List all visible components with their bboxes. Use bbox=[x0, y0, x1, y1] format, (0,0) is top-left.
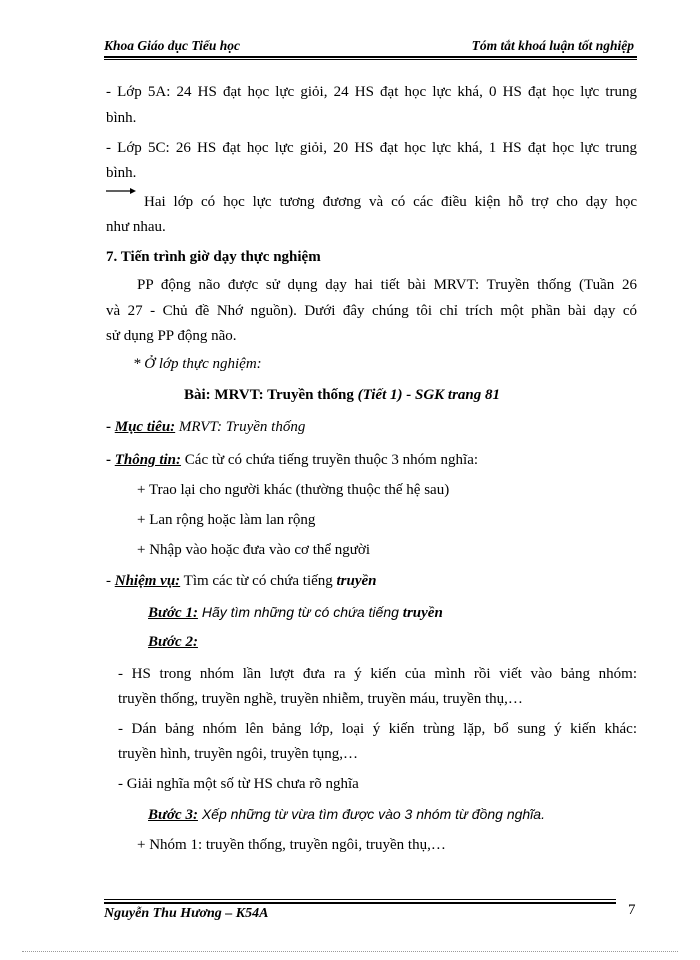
conclusion-line-2: như nhau. bbox=[106, 219, 166, 235]
information-label: Thông tin: bbox=[114, 452, 182, 468]
step-2-line-1: - HS trong nhóm lần lượt đưa ra ý kiến của mình rồi viết vào bảng nhóm: bbox=[118, 666, 637, 682]
meaning-group-item-1: + Trao lại cho người khác (thường thuộc thế hệ sau) bbox=[137, 482, 450, 498]
method-line-3: sử dụng PP động não. bbox=[106, 328, 237, 344]
step-3-label: Bước 3: bbox=[148, 807, 198, 823]
header-faculty: Khoa Giáo dục Tiểu học bbox=[104, 38, 241, 53]
header-rule-thin bbox=[104, 59, 637, 60]
experimental-class-note: * Ở lớp thực nghiệm: bbox=[133, 356, 262, 372]
step-2-line-4: truyền hình, truyền ngôi, truyền tụng,… bbox=[118, 746, 358, 762]
task-keyword: truyền bbox=[336, 573, 377, 589]
header-rule bbox=[104, 56, 637, 58]
step-2-line-2: truyền thống, truyền nghề, truyền nhiễm, truyền máu, truyền thụ,… bbox=[118, 691, 523, 707]
footer-author: Nguyễn Thu Hương – K54A bbox=[104, 906, 269, 921]
class-5c-line-1: - Lớp 5C: 26 HS đạt học lực giỏi, 20 HS đạt học lực khá, 1 HS đạt học lực trung bbox=[106, 140, 637, 156]
page-number: 7 bbox=[628, 902, 636, 918]
lesson-title bbox=[184, 386, 500, 404]
objective-text: MRVT: Truyền thống bbox=[175, 419, 306, 435]
section-heading: 7. Tiến trình giờ dạy thực nghiệm bbox=[106, 249, 321, 265]
task-dash: - bbox=[106, 573, 115, 589]
information-line bbox=[106, 451, 478, 469]
step-1-line bbox=[148, 603, 443, 622]
lesson-title-period: (Tiết 1) - SGK trang 81 bbox=[357, 387, 501, 403]
class-5a-line-1: - Lớp 5A: 24 HS đạt học lực giỏi, 24 HS đạt học lực khá, 0 HS đạt học lực trung bbox=[106, 84, 637, 100]
page-bottom-dotted-border bbox=[22, 951, 678, 952]
footer-rule bbox=[104, 902, 616, 904]
footer-rule-thin bbox=[104, 899, 616, 900]
task-label: Nhiệm vụ: bbox=[114, 573, 181, 589]
synonym-group-1: + Nhóm 1: truyền thống, truyền ngôi, truyền thụ,… bbox=[137, 837, 446, 853]
step-1-label: Bước 1: bbox=[148, 605, 198, 621]
task-text: Tìm các từ có chứa tiếng bbox=[180, 573, 337, 589]
step-2-label: Bước 2: bbox=[148, 634, 198, 650]
information-text: Các từ có chứa tiếng truyền thuộc 3 nhóm nghĩa: bbox=[181, 452, 479, 468]
method-line-2: và 27 - Chủ đề Nhớ nguồn). Dưới đây chúng tôi chỉ trích một phần bài dạy có bbox=[106, 303, 637, 319]
step-2-line bbox=[148, 633, 198, 651]
step-3-text: Xếp những từ vừa tìm được vào 3 nhóm từ đồng nghĩa. bbox=[197, 806, 545, 822]
meaning-group-item-3: + Nhập vào hoặc đưa vào cơ thể người bbox=[137, 542, 371, 558]
step-1-keyword: truyền bbox=[402, 605, 443, 621]
step-2-line-3: - Dán bảng nhóm lên bảng lớp, loại ý kiến trùng lặp, bổ sung ý kiến khác: bbox=[118, 721, 637, 737]
right-arrow-icon bbox=[106, 187, 136, 195]
class-5c-line-2: bình. bbox=[106, 165, 137, 181]
step-3-line bbox=[148, 805, 545, 824]
task-line bbox=[106, 572, 377, 590]
lesson-title-main: Bài: MRVT: Truyền thống bbox=[184, 387, 358, 403]
conclusion-line-1: Hai lớp có học lực tương đương và có các điều kiện hỗ trợ cho dạy học bbox=[144, 194, 637, 210]
class-5a-line-2: bình. bbox=[106, 110, 137, 126]
objective-dash: - bbox=[106, 419, 115, 435]
meaning-group-item-2: + Lan rộng hoặc làm lan rộng bbox=[137, 512, 316, 528]
objective-label: Mục tiêu: bbox=[114, 419, 176, 435]
method-line-1: PP động não được sử dụng dạy hai tiết bài MRVT: Truyền thống (Tuần 26 bbox=[137, 277, 637, 293]
information-dash: - bbox=[106, 452, 115, 468]
header-title: Tóm tắt khoá luận tốt nghiệp bbox=[471, 38, 634, 53]
objective-line bbox=[106, 418, 305, 436]
step-2-line-5: - Giải nghĩa một số từ HS chưa rõ nghĩa bbox=[118, 776, 359, 792]
step-1-text: Hãy tìm những từ có chứa tiếng bbox=[197, 604, 403, 620]
